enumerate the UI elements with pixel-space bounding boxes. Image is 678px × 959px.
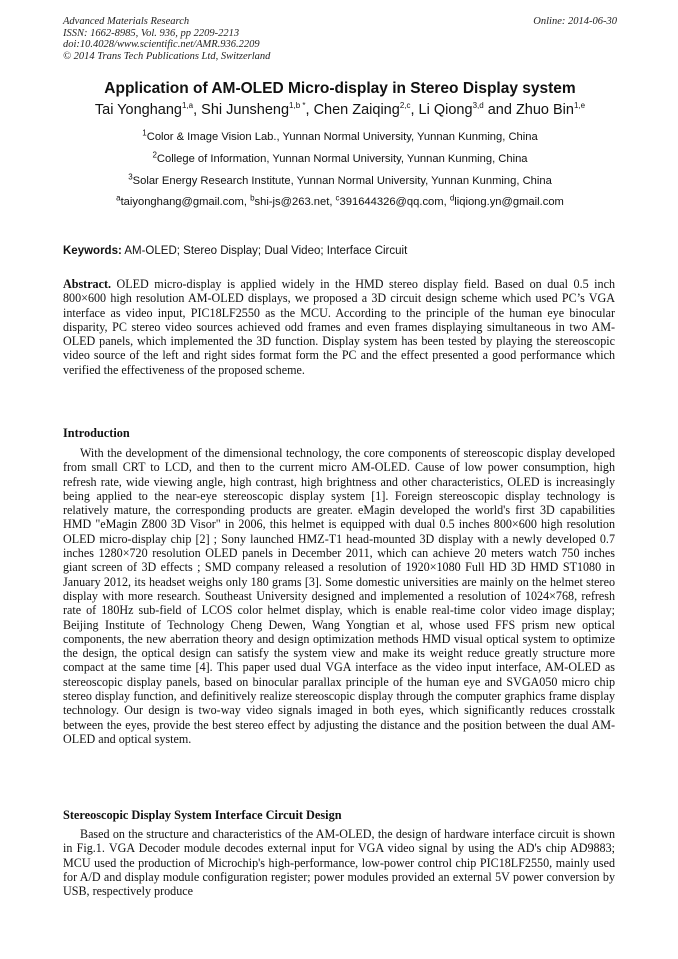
- section2-body: [63, 827, 615, 898]
- affiliation: [40, 128, 640, 143]
- online-date: Online: 2014-06-30: [533, 16, 617, 27]
- author-sup: 3,d: [472, 101, 484, 111]
- email-text: liqiong.yn@gmail.com: [454, 196, 564, 208]
- author-separator: ,: [305, 102, 314, 118]
- copyright-line: © 2014 Trans Tech Publications Ltd, Switzerland: [63, 50, 271, 62]
- email-sup: a: [116, 193, 121, 203]
- author-name: Li Qiong: [418, 102, 473, 118]
- section2-paragraph: Based on the structure and characteristics of the AM-OLED, the design of hardware interface circuit is shown in Fig.1. VGA Decoder module decodes external input for VGA video signal by using the AD's chip AD9883; MCU used the production of Microchip's high-performance, low-power control chip PIC18LF2550, mainly used for A/D and display module configuration register; power modules provided an external 5V power conversion by USB, respectively produce: [63, 827, 615, 899]
- affiliation-sup: 3: [128, 172, 133, 182]
- affiliation-sup: 1: [142, 128, 147, 138]
- affiliation-text: Color & Image Vision Lab., Yunnan Normal University, Yunnan Kunming, China: [146, 131, 538, 143]
- affiliation: [40, 172, 640, 187]
- journal-header: [63, 16, 617, 62]
- paper-title: Application of AM-OLED Micro-display in Stereo Display system: [104, 80, 576, 97]
- author-separator: ,: [193, 102, 202, 118]
- author-separator: and: [483, 102, 516, 118]
- affiliation: [40, 150, 640, 165]
- journal-name: Advanced Materials Research: [63, 16, 190, 27]
- abstract-text: OLED micro-display is applied widely in the HMD stereo display field. Based on dual 0.5 inch 800×600 high resolution AM-OLED displays, we proposed a 3D circuit design scheme which used PC’s VGA interface as video input, PIC18LF2550 as the MCU. According to the principle of the human eye binocular disparity, PC stereo video sources achieved odd frames and even frames displaying simultaneous in two AM-OLED panels, which implemented the 3D function. Display system has been tested by playing the stereoscopic video source of the left and right sides format form the PC and the effect presented a good performance which verified the effectiveness of the proposed scheme.: [63, 277, 615, 377]
- issn-line: ISSN: 1662-8985, Vol. 936, pp 2209-2213: [63, 27, 240, 39]
- author-sup: 2,c: [399, 101, 411, 111]
- affiliation-sup: 2: [152, 150, 157, 160]
- keywords-label: Keywords:: [63, 245, 122, 257]
- keywords: [63, 245, 623, 257]
- section-heading-introduction: Introduction: [63, 426, 130, 440]
- author-list: [40, 102, 640, 118]
- keywords-text: AM-OLED; Stereo Display; Dual Video; Interface Circuit: [121, 245, 408, 257]
- email-sup: b: [250, 193, 255, 203]
- email-text: 391644326@qq.com,: [339, 196, 450, 208]
- author-name: Shi Junsheng: [201, 102, 290, 118]
- email-sup: c: [335, 193, 340, 203]
- email-sup: d: [449, 193, 455, 203]
- abstract: [63, 277, 615, 377]
- author-sup: 1,b *: [289, 101, 306, 111]
- doi-line: doi:10.4028/www.scientific.net/AMR.936.2209: [63, 39, 260, 50]
- abstract-label: Abstract.: [63, 277, 112, 291]
- email-text: shi-js@263.net,: [254, 196, 336, 208]
- section-heading-interface: Stereoscopic Display System Interface Circuit Design: [63, 808, 342, 822]
- author-name: Zhuo Bin: [515, 102, 574, 118]
- author-sup: 1,a: [181, 101, 194, 111]
- introduction-body: [63, 446, 615, 746]
- affiliation-text: Solar Energy Research Institute, Yunnan Normal University, Yunnan Kunming, China: [132, 175, 552, 187]
- author-name: Chen Zaiqing: [313, 102, 400, 118]
- email-line: [40, 193, 640, 208]
- affiliation-text: College of Information, Yunnan Normal University, Yunnan Kunming, China: [156, 153, 528, 165]
- author-sup: 1,e: [573, 101, 586, 111]
- introduction-paragraph: With the development of the dimensional technology, the core components of stereoscopic display developed from small CRT to LCD, and then to the current micro AM-OLED. Cause of low power consumption, high refresh rate, wide viewing angle, high contrast, high brightness and other characteristics, OLED is increasingly being applied to the near-eye stereoscopic display system [1]. Foreign stereoscopic display technology is relatively mature, the corresponding products are greater. eMagin developed the world's first 3D capabilities HMD "eMagin Z800 3D Visor" in 2006, this helmet is equipped with dual 0.5 inches 800×600 high resolution OLED micro-display chip [2] ; Sony launched HMZ-T1 head-mounted 3D display with a newly developed 0.7 inches 1280×720 resolution OLED panels in December 2011, which can achieve 20 meters watch 750 inches giant screen of 3D effects ; SMD company released a resolution of 1920×1080 Full HD 3D HMD ST1080 in January 2012, its headset weighs only 180 grams [3]. Some domestic universities are mainly on the helmet stereo display with more research. Southeast University designed and implemented a resolution of 1024×768, refresh rate of 180Hz sub-field of LCOS color helmet display, which is enable real-time color video image display; Beijing Institute of Technology Cheng Dewen, Wang Yongtian et al, whose used FFS prism new optical components, the new aberration theory and design optimization methods HMD visual optical system to optimize the design, the optical design can satisfy the system view and make its weight reduce greatly structure more compact at the same time [4]. This paper used dual VGA interface as the video input interface, AM-OLED as stereoscopic display panels, based on binocular parallax principle of the human eye and SVGA050 micro chip stereo display function, and definitively realize stereoscopic display through the computer graphics frame display technology. Our design is two-way video signals imaged in both eyes, which significantly reduces crosstalk between the eyes, provide the best stereo effect by adjusting the distance and the position between the dual AM-OLED and optical system.: [63, 446, 615, 746]
- author-separator: ,: [410, 102, 419, 118]
- email-text: taiyonghang@gmail.com,: [120, 196, 251, 208]
- author-name: Tai Yonghang: [94, 102, 182, 118]
